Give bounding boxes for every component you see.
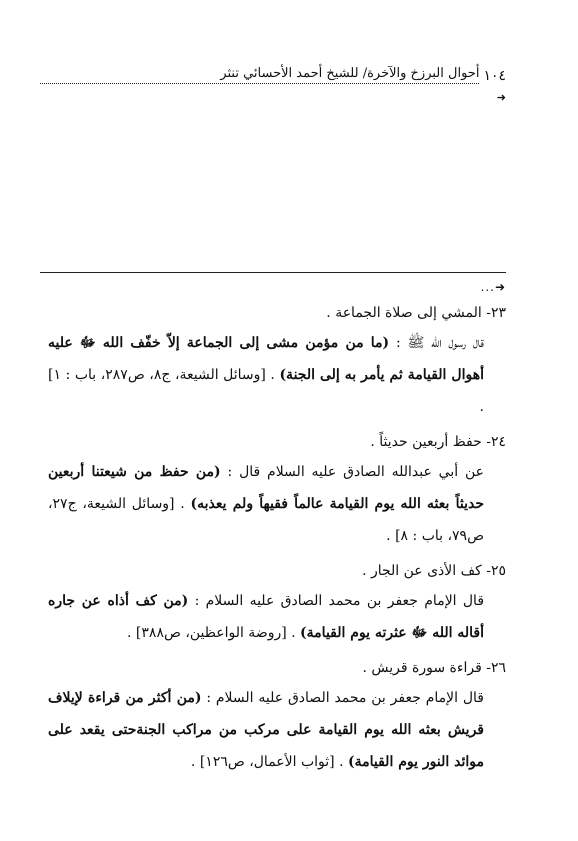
running-title — [40, 66, 479, 84]
continuation-arrow-icon: ➜ — [496, 91, 506, 104]
hadith-reference: . [وسائل الشيعة، ج٢٧، ص٧٩، باب : ٨] . — [48, 496, 484, 544]
section-26 — [48, 655, 506, 778]
section-heading: ٢٣- المشي إلى صلاة الجماعة . — [326, 305, 506, 321]
page-number: ١٠٤ — [483, 68, 506, 84]
hadith-paragraph — [48, 456, 506, 552]
hadith-quote: (من حفظ من شيعتنا أربعين حديثاً بعثه الله يوم القيامة عالماً فقيهاً ولم يعذبه) — [48, 464, 484, 512]
hadith-quote: (من كف أذاه عن جاره أقاله الله ﷻ عثرته يوم القيامة) — [48, 593, 484, 641]
section-24 — [48, 429, 506, 552]
section-23 — [48, 300, 506, 423]
hadith-lead: قال رسول الله ﷺ : — [389, 335, 484, 351]
hadith-reference: . [روضة الواعظين، ص٣٨٨] . — [127, 625, 301, 641]
continuation-marker: ...➜ — [480, 280, 506, 294]
hadith-lead: قال الإمام جعفر بن محمد الصادق عليه السلام : — [188, 593, 485, 609]
hadith-lead: عن أبي عبدالله الصادق عليه السلام قال : — [220, 464, 484, 480]
running-title-text: أحوال البرزخ والآخرة/ للشيخ أحمد الأحسائي تنثر — [220, 66, 480, 81]
hadith-quote: (ما من مؤمن مشى إلى الجماعة إلاّ خفّف الله ﷻ عليه أهوال القيامة ثم يأمر به إلى الجنة) — [48, 335, 484, 383]
hadith-paragraph — [48, 327, 506, 423]
hadith-paragraph — [48, 585, 506, 649]
footnote-divider — [40, 272, 506, 273]
section-heading: ٢٥- كف الأذى عن الجار . — [362, 563, 506, 579]
hadith-paragraph — [48, 682, 506, 778]
footnote-content — [48, 300, 506, 784]
hadith-reference: . [ثواب الأعمال، ص١٢٦] . — [190, 754, 348, 770]
hadith-quote: (من أكثر من قراءة لإيلاف قريش بعثه الله يوم القيامة على مركب من مراكب الجنةحتى يقعد على موائد النور يوم القيامة) — [48, 690, 484, 770]
hadith-reference: . [وسائل الشيعة، ج٨، ص٢٨٧، باب : ١] . — [48, 367, 484, 415]
section-heading: ٢٦- قراءة سورة قريش . — [362, 660, 506, 676]
section-25 — [48, 558, 506, 649]
section-heading: ٢٤- حفظ أربعين حديثاً . — [370, 434, 506, 450]
hadith-lead: قال الإمام جعفر بن محمد الصادق عليه السلام : — [201, 690, 484, 706]
running-header — [40, 58, 506, 84]
